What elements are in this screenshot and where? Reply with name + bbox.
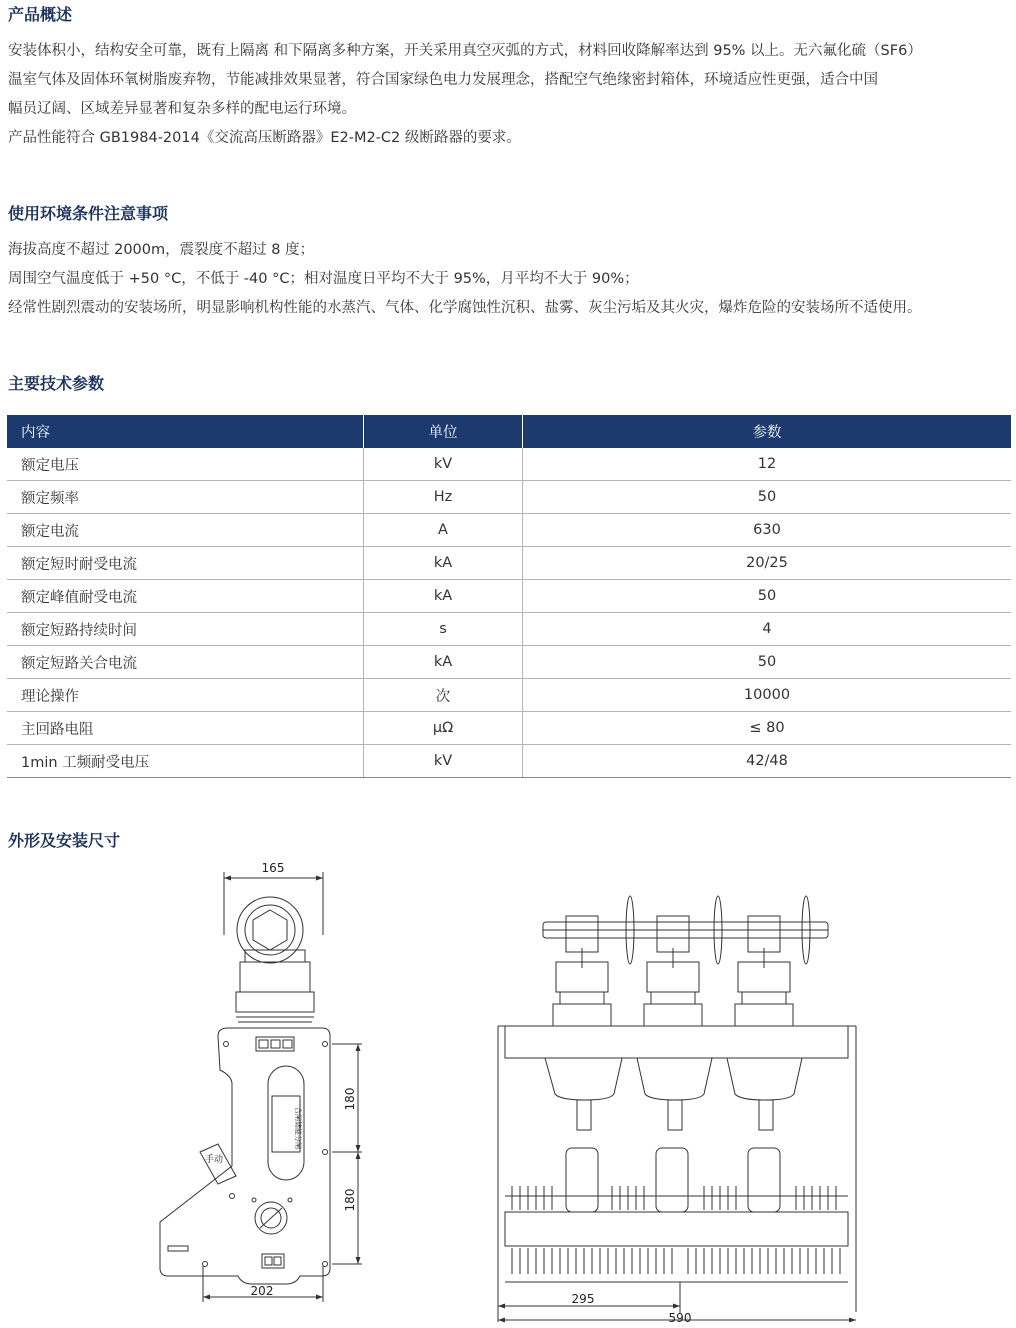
side-view-drawing bbox=[140, 855, 370, 1320]
dim-295: 295 bbox=[571, 1292, 595, 1306]
spec-name: 额定短路关合电流 bbox=[7, 646, 364, 679]
spec-name: 1min 工频耐受电压 bbox=[7, 745, 364, 778]
dim-180-upper: 180 bbox=[343, 1087, 357, 1111]
table-row bbox=[7, 712, 1011, 745]
spec-value: ≤ 80 bbox=[523, 712, 1012, 745]
spec-unit: μΩ bbox=[364, 712, 523, 745]
environment-line: 海拔高度不超过 2000m，震裂度不超过 8 度； bbox=[8, 242, 315, 258]
table-row bbox=[7, 481, 1011, 514]
dim-202: 202 bbox=[250, 1284, 274, 1298]
spec-unit: kA bbox=[364, 547, 523, 580]
label-vertical: 合闸储能分闸 bbox=[294, 1107, 302, 1149]
spec-unit: s bbox=[364, 613, 523, 646]
overview-line: 安装体积小，结构安全可靠，既有上隔离 和下隔离多种方案，开关采用真空灭弧的方式，材料回收降解率达到 95% 以上。无六氟化硫（SF6） bbox=[8, 43, 922, 59]
spec-unit: kV bbox=[364, 745, 523, 778]
overview-title: 产品概述 bbox=[8, 5, 73, 24]
table-row bbox=[7, 580, 1011, 613]
table-row bbox=[7, 613, 1011, 646]
spec-name: 主回路电阻 bbox=[7, 712, 364, 745]
spec-name: 额定短路持续时间 bbox=[7, 613, 364, 646]
environment-line: 经常性剧烈震动的安装场所，明显影响机构性能的水蒸汽、气体、化学腐蚀性沉积、盐雾、灰尘污垢及其火灾，爆炸危险的安装场所不适使用。 bbox=[8, 300, 922, 316]
spec-unit: kA bbox=[364, 646, 523, 679]
table-row bbox=[7, 547, 1011, 580]
overview-line: 幅员辽阔、区域差异显著和复杂多样的配电运行环境。 bbox=[8, 101, 356, 117]
spec-header-row bbox=[7, 415, 1011, 448]
table-row bbox=[7, 514, 1011, 547]
spec-name: 额定峰值耐受电流 bbox=[7, 580, 364, 613]
environment-line: 周围空气温度低于 +50 °C，不低于 -40 °C；相对温度日平均不大于 95%，月平均不大于 90%； bbox=[8, 271, 639, 287]
environment-title: 使用环境条件注意事项 bbox=[8, 204, 169, 223]
spec-unit: 次 bbox=[364, 679, 523, 712]
spec-header-value: 参数 bbox=[523, 415, 1012, 448]
spec-name: 额定短时耐受电流 bbox=[7, 547, 364, 580]
overview-line: 产品性能符合 GB1984-2014《交流高压断路器》E2-M2-C2 级断路器的要求。 bbox=[8, 130, 521, 146]
spec-unit: kA bbox=[364, 580, 523, 613]
front-view-drawing bbox=[490, 885, 860, 1325]
dim-590: 590 bbox=[668, 1311, 692, 1325]
environment-text bbox=[8, 236, 1012, 323]
spec-value: 4 bbox=[523, 613, 1012, 646]
spec-name: 额定电流 bbox=[7, 514, 364, 547]
overview-line: 温室气体及固体环氧树脂废弃物，节能减排效果显著，符合国家绿色电力发展理念，搭配空气绝缘密封箱体，环境适应性更强，适合中国 bbox=[8, 72, 878, 88]
spec-value: 630 bbox=[523, 514, 1012, 547]
spec-name: 额定电压 bbox=[7, 448, 364, 481]
dimensions-title: 外形及安装尺寸 bbox=[8, 831, 121, 850]
label-manual: 手动 bbox=[204, 1155, 224, 1165]
table-row bbox=[7, 448, 1011, 481]
overview-text bbox=[8, 37, 1012, 153]
spec-unit: A bbox=[364, 514, 523, 547]
spec-table bbox=[7, 415, 1011, 778]
spec-value: 50 bbox=[523, 481, 1012, 514]
spec-value: 42/48 bbox=[523, 745, 1012, 778]
spec-unit: kV bbox=[364, 448, 523, 481]
specs-title: 主要技术参数 bbox=[8, 374, 105, 393]
spec-name: 额定频率 bbox=[7, 481, 364, 514]
table-row bbox=[7, 646, 1011, 679]
table-row bbox=[7, 745, 1011, 778]
spec-header-unit: 单位 bbox=[364, 415, 523, 448]
spec-value: 50 bbox=[523, 580, 1012, 613]
spec-value: 50 bbox=[523, 646, 1012, 679]
spec-name: 理论操作 bbox=[7, 679, 364, 712]
spec-value: 20/25 bbox=[523, 547, 1012, 580]
spec-header-content: 内容 bbox=[7, 415, 364, 448]
table-row bbox=[7, 679, 1011, 712]
spec-unit: Hz bbox=[364, 481, 523, 514]
spec-value: 12 bbox=[523, 448, 1012, 481]
dim-180-lower: 180 bbox=[343, 1188, 357, 1212]
spec-value: 10000 bbox=[523, 679, 1012, 712]
dim-165: 165 bbox=[261, 861, 285, 875]
